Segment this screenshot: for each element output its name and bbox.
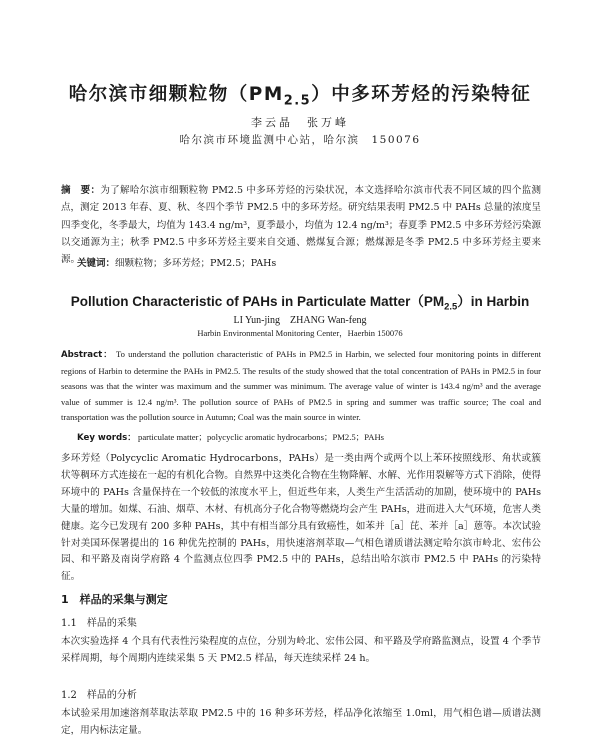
chinese-title-main: 哈尔滨市细颗粒物（PM (68, 84, 284, 105)
english-title-subscript: 2.5 (444, 301, 458, 313)
section-heading-1: 1 样品的采集与测定 (61, 593, 168, 606)
chinese-title-subscript: 2.5 (283, 93, 312, 109)
english-keywords (77, 430, 537, 445)
chinese-keywords (77, 256, 537, 271)
english-authors: LI Yun-jing ZHANG Wan-feng (233, 315, 367, 326)
chinese-keywords-label: 关键词： (77, 258, 116, 269)
english-title-main: Pollution Characteristic of PAHs in Particulate Matter（PM (70, 294, 445, 309)
chinese-title (0, 80, 600, 109)
english-affiliation: Harbin Environmental Monitoring Center，Haerbin 150076 (197, 328, 403, 338)
subsection-heading-1-1: 1.1 样品的采集 (61, 618, 137, 629)
chinese-authors: 李云晶 张万峰 (251, 116, 349, 129)
chinese-affiliation: 哈尔滨市环境监测中心站，哈尔滨 150076 (179, 134, 421, 146)
introduction-paragraph: 多环芳烃（Polycyclic Aromatic Hydrocarbons，PAHs）是一类由两个或两个以上苯环按照线形、角状或簇状等稠环方式连接在一起的有机化合物。自然界中这类化合物在生物降解、水解、光作用裂解等方式下消除，使得环境中的 PAHs 含量保持在一个较低的浓度水平上，但近些年来，人类生产生活活动的加剧，使环境中的 PAHs 大量的增加。如煤、石油、烟草、木材、有机高分子化合物等燃烧均会产生 PAHs，进而进入大气环境，危害人类健康。迄今已发现有 200 多种 PAHs，其中有相当部分具有致癌性，如苯并［a］芘、苯并［a］蒽等。本次试验针对美国环保署提出的 16 种优先控制的 PAHs，用快速溶剂萃取—气相色谱质谱法测定哈尔滨市岭北、宏伟公园、和平路及南岗学府路 4 个监测点位四季 PM2.5 中的 PAHs，总结出哈尔滨市 PM2.5 中 PAHs 的污染特征。 (61, 453, 541, 583)
paragraph-1-2: 本试验采用加速溶剂萃取法萃取 PM2.5 中的 16 种多环芳烃，样品净化浓缩至 1.0ml，用气相色谱—质谱法测定，用内标法定量。 (61, 708, 541, 736)
english-abstract-text: To understand the pollution characteristic of PAHs in PM2.5 in Harbin, we selected four monitoring points in different regions of Harbin to determine the PAHs in PM2.5. The results of the study showed that the total concentration of PAHs in PM2.5 in four seasons was that the winter was maximum and the summer was minimum. The average value of winter is 143.4 ng/m³ and the average value of summer is 12.4 ng/m³. The pollution source of PAHs of PM2.5 in spring and summer was traffic source; The coal and transportation was the pollution source in Autumn; Coal was the main source in winter. (61, 349, 542, 423)
english-keywords-label: Key words： (77, 433, 136, 443)
english-title-tail: ）in Harbin (457, 294, 530, 309)
english-abstract-label: Abstract： (61, 350, 113, 360)
paragraph-1-1: 本次实验选择 4 个具有代表性污染程度的点位，分别为岭北、宏伟公园、和平路及学府路监测点，设置 4 个季节采样周期，每个周期内连续采集 5 天 PM2.5 样品，每天连续采样 24 h。 (61, 636, 541, 664)
chinese-title-tail: ）中多环芳烃的污染特征 (311, 84, 532, 105)
chinese-abstract-text: 为了解哈尔滨市细颗粒物 PM2.5 中多环芳烃的污染状况，本文选择哈尔滨市代表不同区域的四个监测点，测定 2013 年春、夏、秋、冬四个季节 PM2.5 中的多环芳烃。研究结果表明 PM2.5 中 PAHs 总量的浓度呈四季变化，冬季最大，均值为 143.4 ng/m³，夏季最小，均值为 12.4 ng/m³；春夏季 PM2.5 中多环芳烃污染源以交通源为主；秋季 PM2.5 中多环芳烃主要来自交通、燃煤复合源；燃煤源是冬季 PM2.5 中多环芳烃主要来源。 (61, 185, 541, 266)
english-keywords-text: particulate matter；polycyclic aromatic hydrocarbons；PM2.5；PAHs (138, 432, 385, 442)
english-abstract (61, 347, 541, 426)
english-title (0, 290, 600, 313)
chinese-keywords-text: 细颗粒物；多环芳烃；PM2.5；PAHs (115, 258, 277, 269)
chinese-abstract-label: 摘 要： (61, 185, 101, 196)
subsection-heading-1-2: 1.2 样品的分析 (61, 690, 137, 701)
